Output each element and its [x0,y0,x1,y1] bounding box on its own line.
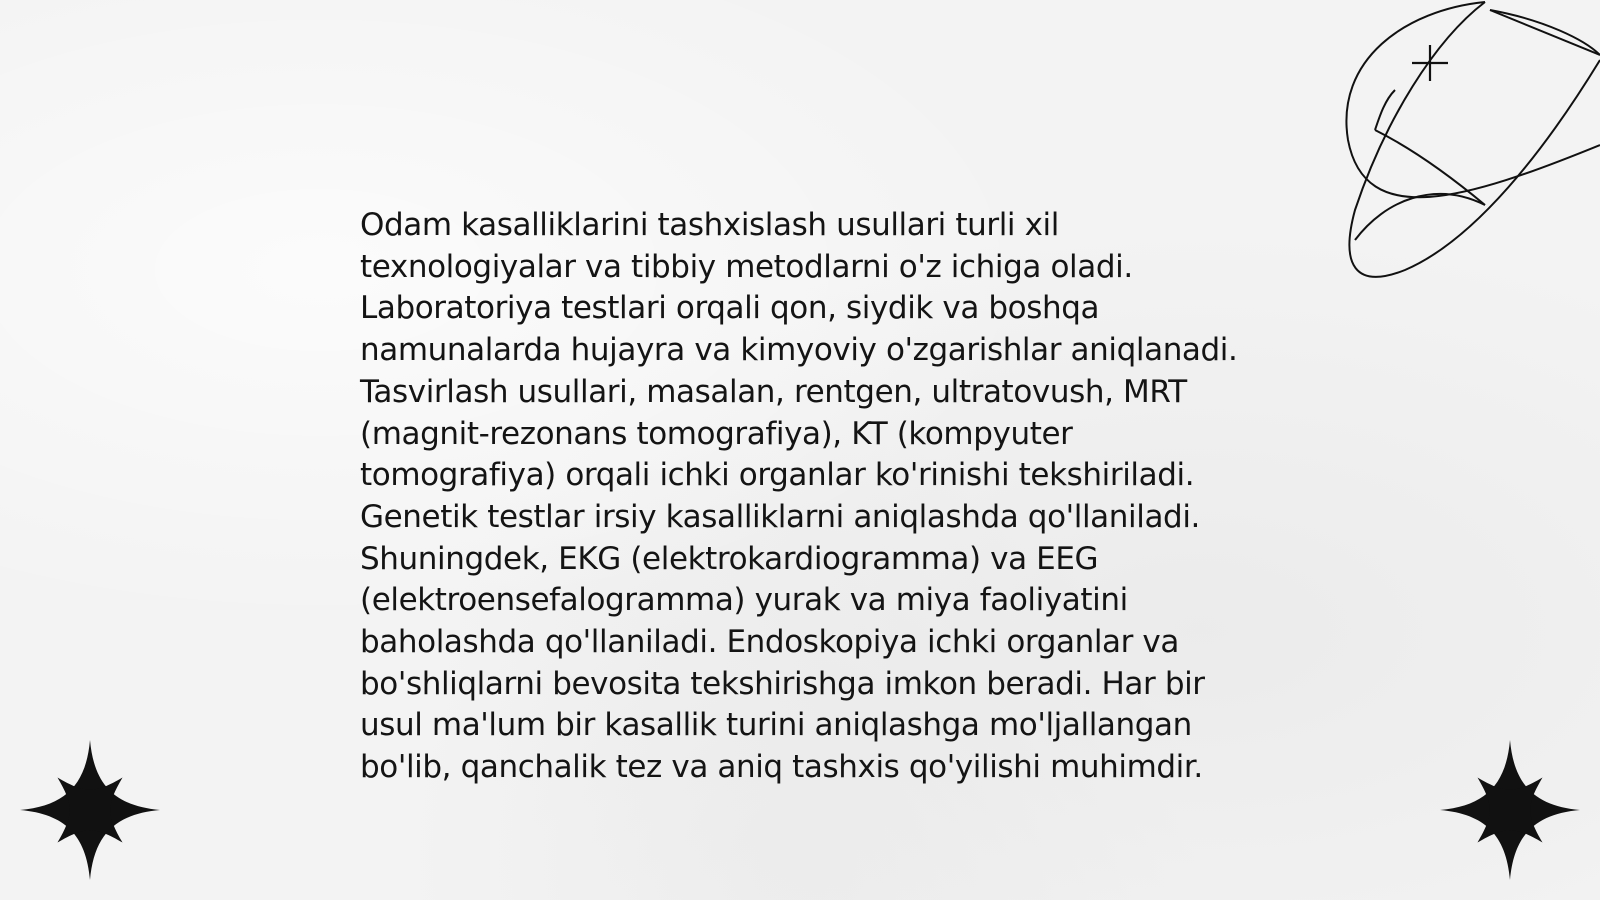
four-point-star-icon [1440,740,1580,880]
orbit-line-icon [1345,0,1600,290]
four-point-star-icon [20,740,160,880]
sparkle-icon [1410,43,1450,83]
body-paragraph: Odam kasalliklarini tashxislash usullari turli xil texnologiyalar va tibbiy metodlarni o'z ichiga oladi. Laboratoriya testlari orqali qon, siydik va boshqa namunalarda hujayra va kimyoviy o'zgarishlar aniqlanadi. Tasvirlash usullari, masalan, rentgen, ultratovush, MRT (magnit-rezonans tomografiya), KT (kompyuter tomografiya) orqali ichki organlar ko'rinishi tekshiriladi. Genetik testlar irsiy kasalliklarni aniqlashda qo'llaniladi. Shuningdek, EKG (elektrokardiogramma) va EEG (elektroensefalogramma) yurak va miya faoliyatini baholashda qo'llaniladi. Endoskopiya ichki organlar va bo'shliqlarni bevosita tekshirishga imkon beradi. Har bir usul ma'lum bir kasallik turini aniqlashga mo'ljallangan bo'lib, qanchalik tez va aniq tashxis qo'yilishi muhimdir. [360,207,1238,786]
